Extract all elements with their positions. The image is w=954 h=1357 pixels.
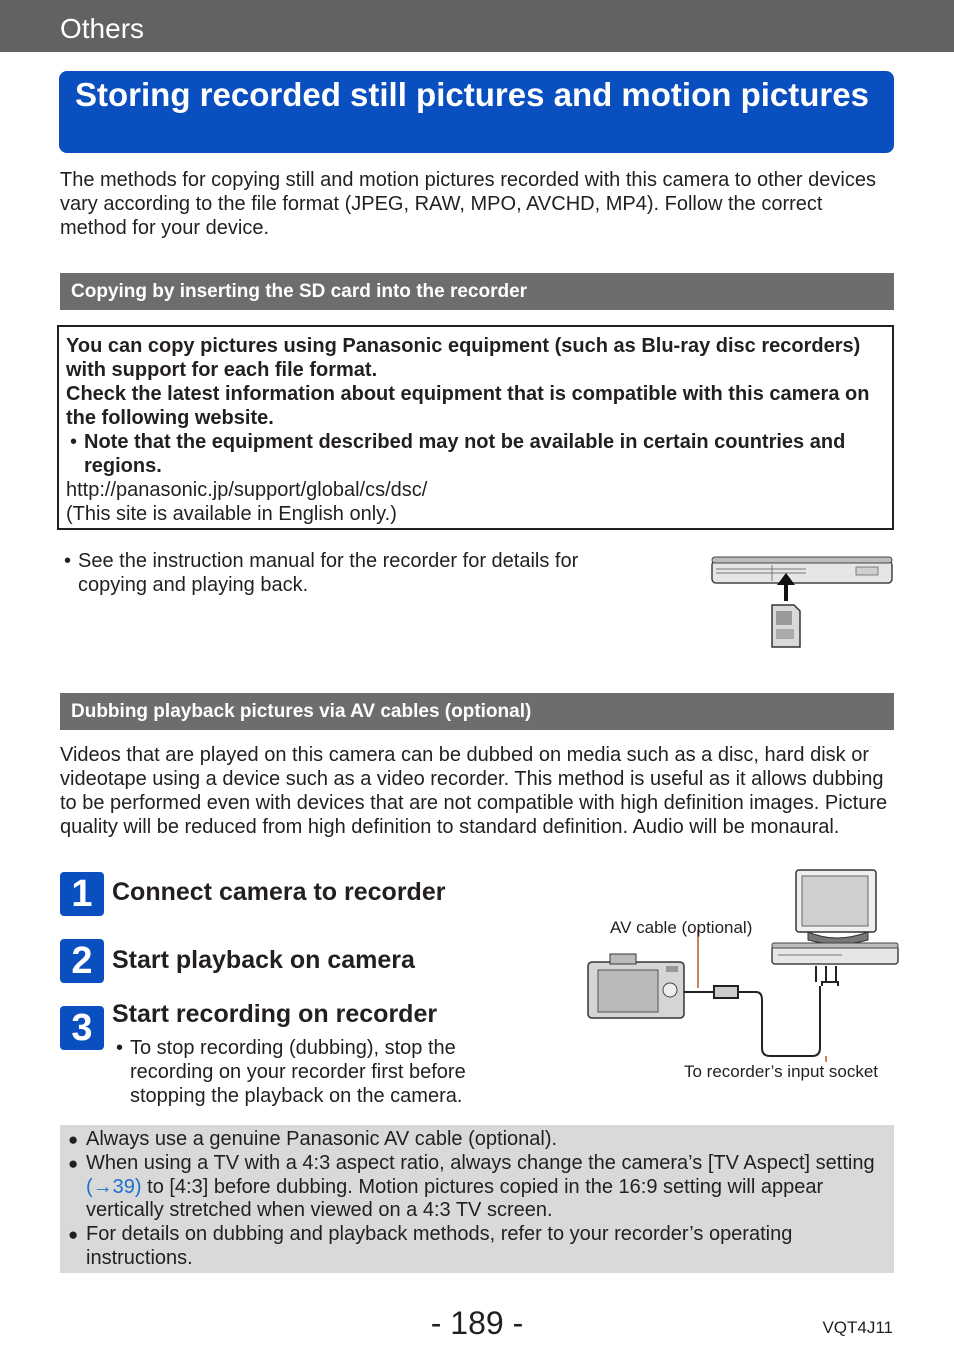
note-item [68, 1223, 886, 1271]
info-line-1: You can copy pictures using Panasonic equipment (such as Blu-ray disc recorders) with support for each file format. [66, 335, 861, 381]
document-code: VQT4J11 [822, 1318, 893, 1337]
step-number-badge: 3 [60, 1006, 104, 1050]
note-text: For details on dubbing and playback methods, refer to your recorder’s operating instructions. [86, 1223, 793, 1269]
bullet-mark: • [70, 431, 78, 453]
note-item [68, 1128, 886, 1152]
av-connection-diagram [580, 866, 900, 1088]
dubbing-paragraph: Videos that are played on this camera can be dubbed on media such as a disc, hard disk or videotape using a device such as a video recorder. This method is useful as it allows dubbing to be performed even with devices that are not compatible with high definition images. Picture quality will be reduced from high definition to standard definition. Audio will be monaural. [60, 744, 888, 838]
info-note [66, 430, 885, 478]
recorder-manual-note [64, 549, 624, 597]
section-label: Others [60, 13, 145, 44]
bullet-mark: • [116, 1037, 124, 1059]
note-item [68, 1152, 886, 1223]
recorder-icon [712, 557, 892, 583]
step-number-badge: 2 [60, 939, 104, 983]
page-reference-link[interactable]: (→39) [86, 1175, 142, 1198]
top-bar [0, 0, 954, 52]
notes-box [60, 1125, 894, 1273]
recorder-icon [772, 943, 898, 964]
note-text-part: When using a TV with a 4:3 aspect ratio, always change the camera’s [TV Aspect] setting [86, 1151, 875, 1174]
step-title: Start playback on camera [112, 946, 415, 974]
bullet-icon: ● [68, 1225, 79, 1245]
input-socket-label: To recorder’s input socket [684, 1062, 879, 1081]
bullet-icon: ● [68, 1153, 79, 1173]
intro-paragraph: The methods for copying still and motion pictures recorded with this camera to other devices vary according to the file format (JPEG, RAW, MPO, AVCHD, MP4). Follow the correct method for your device. [60, 169, 876, 239]
url-note: (This site is available in English only.) [66, 503, 397, 525]
camera-icon [588, 954, 684, 1018]
step-number-badge: 1 [60, 872, 104, 916]
tv-icon [796, 870, 876, 944]
note-text-part: to [4:3] before dubbing. Motion pictures copied in the 16:9 setting will appear vertically stretched when viewed on a 4:3 TV screen. [86, 1175, 824, 1222]
note-text [86, 1152, 886, 1223]
step-title: Connect camera to recorder [112, 878, 446, 906]
support-url[interactable]: http://panasonic.jp/support/global/cs/dsc/ [66, 479, 428, 501]
section-heading-av-dubbing: Dubbing playback pictures via AV cables (optional) [60, 693, 894, 730]
bullet-icon: ● [68, 1130, 79, 1149]
av-cable-label: AV cable (optional) [610, 918, 753, 937]
page-number: - 189 - [430, 1305, 524, 1341]
info-box [57, 325, 894, 530]
recorder-sd-card-illustration [706, 553, 896, 653]
sd-card-icon [772, 605, 800, 647]
stop-recording-note [116, 1036, 496, 1108]
info-line-2: Check the latest information about equipment that is compatible with this camera on the following website. [66, 383, 870, 429]
section-heading-sd-card: Copying by inserting the SD card into the recorder [60, 273, 894, 310]
page-title: Storing recorded still pictures and motion pictures [59, 71, 894, 153]
step-title: Start recording on recorder [112, 1000, 438, 1028]
info-note-text: Note that the equipment described may not be available in certain countries and regions. [84, 431, 846, 477]
stop-recording-text: To stop recording (dubbing), stop the recording on your recorder first before stopping the playback on the camera. [130, 1037, 466, 1107]
note-text: Always use a genuine Panasonic AV cable (optional). [86, 1128, 558, 1150]
recorder-manual-text: See the instruction manual for the recorder for details for copying and playing back. [78, 550, 579, 596]
bullet-mark: • [64, 550, 72, 572]
